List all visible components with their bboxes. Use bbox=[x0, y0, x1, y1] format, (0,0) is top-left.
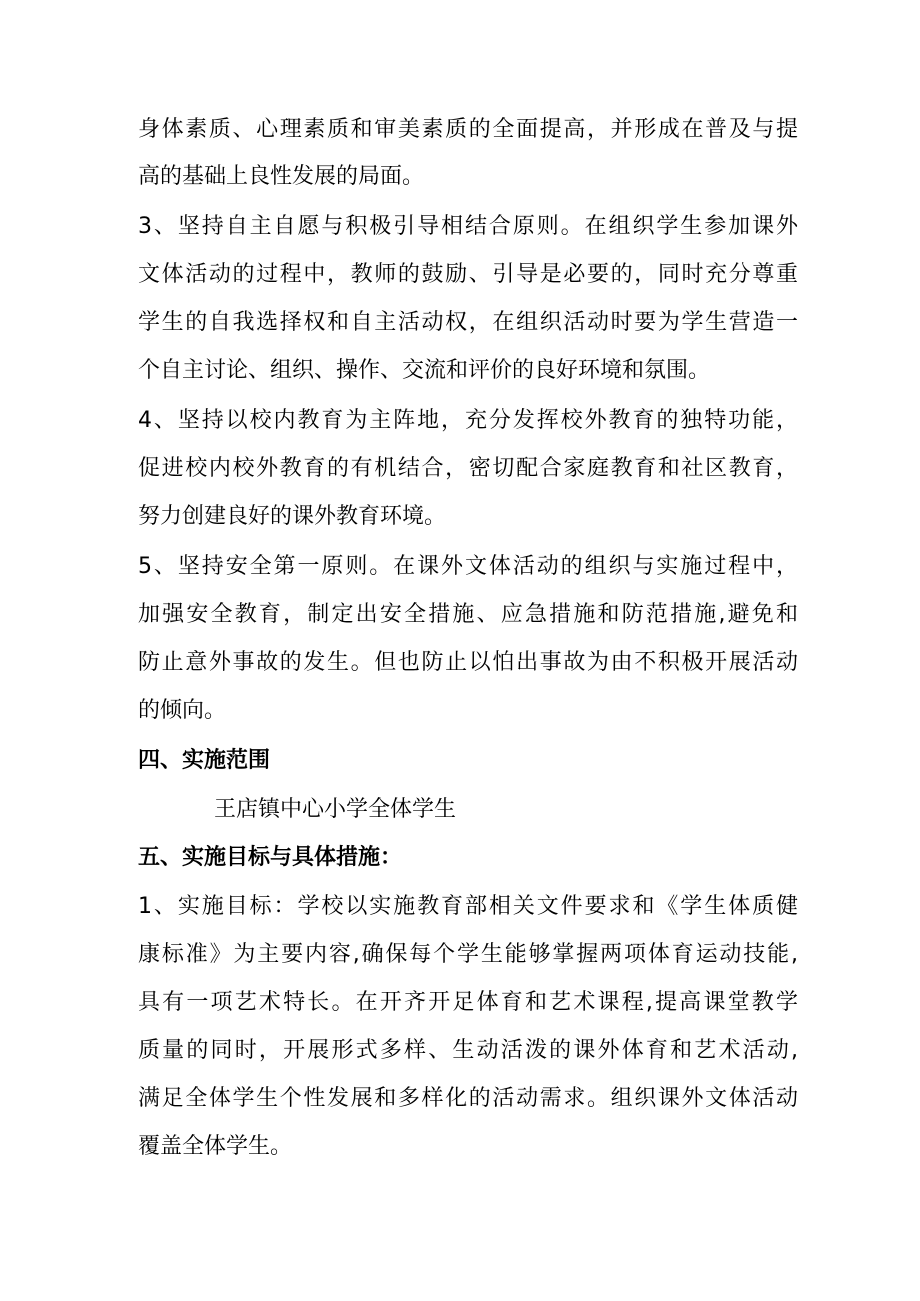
paragraph-line: 质量的同时，开展形式多样、生动活泼的课外体育和艺术活动, bbox=[138, 1038, 798, 1063]
paragraph-line: 覆盖全体学生。 bbox=[138, 1134, 293, 1159]
scope-text: 王店镇中心小学全体学生 bbox=[214, 797, 457, 822]
paragraph-line: 的倾向。 bbox=[138, 698, 227, 723]
paragraph-line: 满足全体学生个性发展和多样化的活动需求。组织课外文体活动 bbox=[138, 1086, 798, 1111]
paragraph-line: 3、坚持自主自愿与积极引导相结合原则。在组织学生参加课外 bbox=[138, 214, 798, 239]
paragraph-line: 具有一项艺术特长。在开齐开足体育和艺术课程,提高课堂教学 bbox=[138, 990, 798, 1015]
paragraph-line: 4、坚持以校内教育为主阵地，充分发挥校外教育的独特功能， bbox=[138, 408, 798, 433]
paragraph-line: 加强安全教育，制定出安全措施、应急措施和防范措施,避免和 bbox=[138, 602, 798, 627]
paragraph-line: 努力创建良好的课外教育环境。 bbox=[138, 504, 447, 529]
paragraph-line: 学生的自我选择权和自主活动权，在组织活动时要为学生营造一 bbox=[138, 310, 798, 335]
paragraph-line: 个自主讨论、组织、操作、交流和评价的良好环境和氛围。 bbox=[138, 358, 711, 383]
section-heading-scope: 四、实施范围 bbox=[138, 748, 271, 773]
paragraph-line: 促进校内校外教育的有机结合，密切配合家庭教育和社区教育， bbox=[138, 456, 798, 481]
paragraph-line: 高的基础上良性发展的局面。 bbox=[138, 164, 425, 189]
paragraph-line: 身体素质、心理素质和审美素质的全面提高，并形成在普及与提 bbox=[138, 117, 798, 142]
paragraph-line: 防止意外事故的发生。但也防止以怕出事故为由不积极开展活动 bbox=[138, 650, 798, 675]
paragraph-line: 1、实施目标：学校以实施教育部相关文件要求和《学生体质健 bbox=[138, 894, 798, 919]
paragraph-line: 文体活动的过程中，教师的鼓励、引导是必要的，同时充分尊重 bbox=[138, 262, 798, 287]
section-heading-goals: 五、实施目标与具体措施： bbox=[138, 845, 403, 870]
paragraph-line: 康标准》为主要内容,确保每个学生能够掌握两项体育运动技能, bbox=[138, 942, 798, 967]
paragraph-line: 5、坚持安全第一原则。在课外文体活动的组织与实施过程中， bbox=[138, 554, 798, 579]
